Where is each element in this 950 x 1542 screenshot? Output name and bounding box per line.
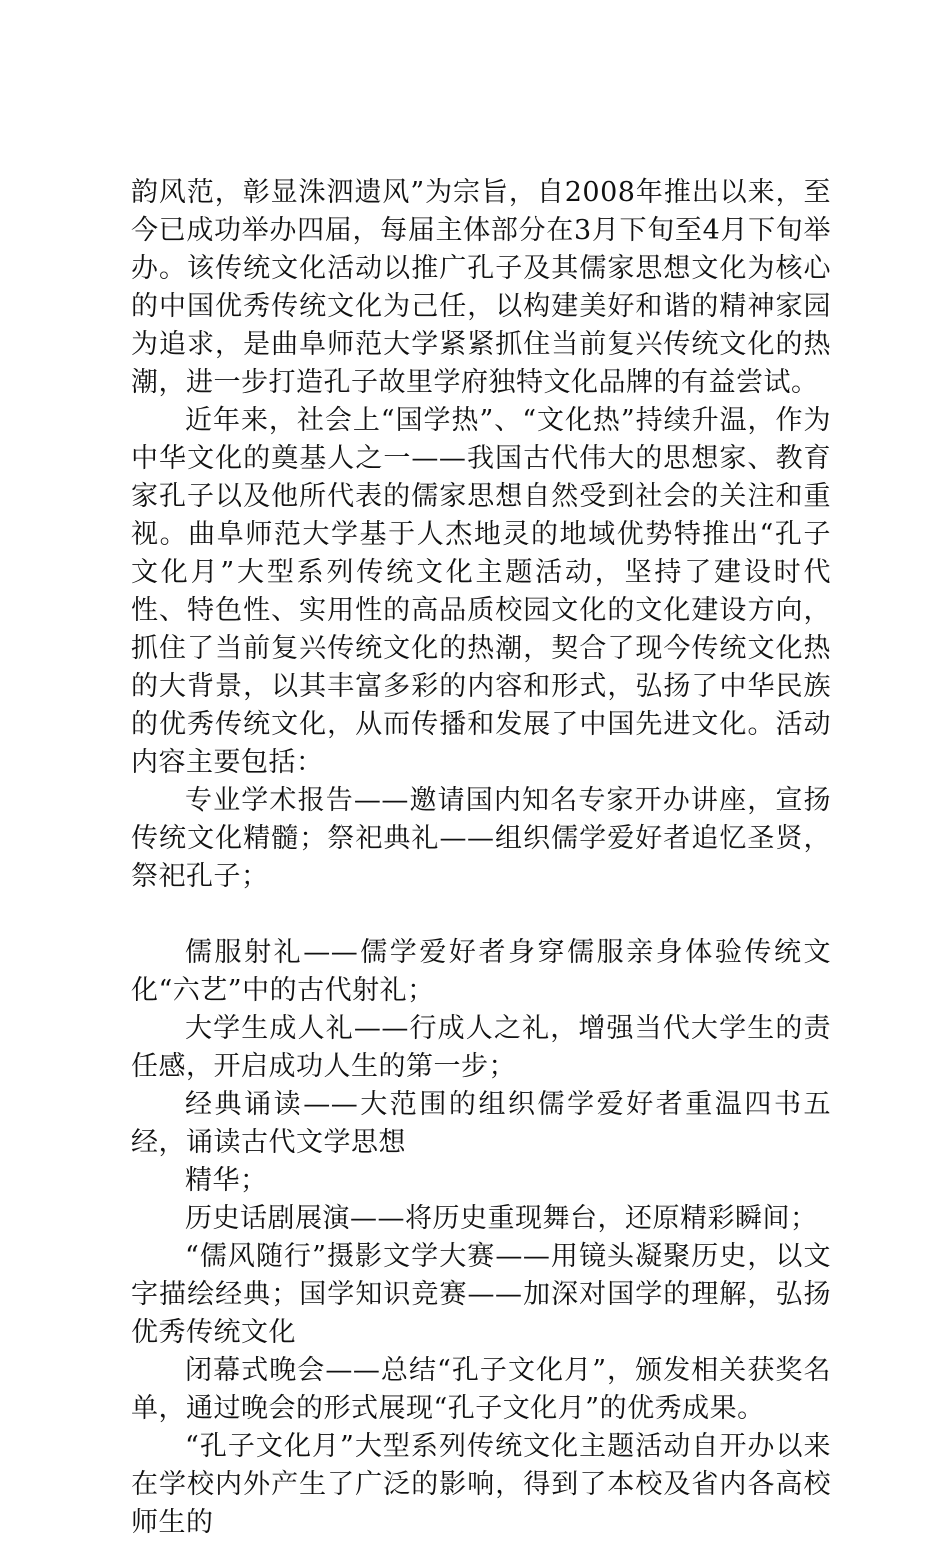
paragraph-activity-lectures: 专业学术报告——邀请国内知名专家开办讲座，宣扬传统文化精髓；祭祀典礼——组织儒学爱好者追忆圣贤，祭祀孔子； [131, 785, 831, 892]
paragraph-activity-closing-gala: 闭幕式晚会——总结“孔子文化月”，颁发相关获奖名单，通过晚会的形式展现“孔子文化月”的优秀成果。 [131, 1355, 831, 1424]
paragraph-activity-photo-contest: “儒风随行”摄影文学大赛——用镜头凝聚历史，以文字描绘经典；国学知识竞赛——加深对国学的理解，弘扬优秀传统文化 [131, 1241, 831, 1348]
paragraph-influence: “孔子文化月”大型系列传统文化主题活动自开办以来在学校内外产生了广泛的影响，得到了本校及省内各高校师生的 [131, 1431, 831, 1538]
paragraph-activity-recitation-tail: 精华； [185, 1165, 268, 1196]
document-body [131, 174, 831, 1542]
paragraph-1: 韵风范，彰显洙泗遗风”为宗旨，自2008年推出以来，至今已成功举办四届，每届主体部分在3月下旬至4月下旬举办。该传统文化活动以推广孔子及其儒家思想文化为核心的中国优秀传统文化为己任，以构建美好和谐的精神家园为追求，是曲阜师范大学紧紧抓住当前复兴传统文化的热潮，进一步打造孔子故里学府独特文化品牌的有益尝试。 [131, 177, 831, 398]
paragraph-activity-drama: 历史话剧展演——将历史重现舞台，还原精彩瞬间； [185, 1203, 818, 1234]
paragraph-2: 近年来，社会上“国学热”、“文化热”持续升温，作为中华文化的奠基人之一——我国古代伟大的思想家、教育家孔子以及他所代表的儒家思想自然受到社会的关注和重视。曲阜师范大学基于人杰地灵的地域优势特推出“孔子文化月”大型系列传统文化主题活动，坚持了建设时代性、特色性、实用性的高品质校园文化的文化建设方向，抓住了当前复兴传统文化的热潮，契合了现今传统文化热的大背景，以其丰富多彩的内容和形式，弘扬了中华民族的优秀传统文化，从而传播和发展了中国先进文化。活动内容主要包括： [131, 405, 831, 778]
paragraph-activity-archery: 儒服射礼——儒学爱好者身穿儒服亲身体验传统文化“六艺”中的古代射礼； [131, 937, 831, 1006]
paragraph-activity-coming-of-age: 大学生成人礼——行成人之礼，增强当代大学生的责任感，开启成功人生的第一步； [131, 1013, 831, 1082]
paragraph-activity-recitation: 经典诵读——大范围的组织儒学爱好者重温四书五经，诵读古代文学思想 [131, 1089, 831, 1158]
